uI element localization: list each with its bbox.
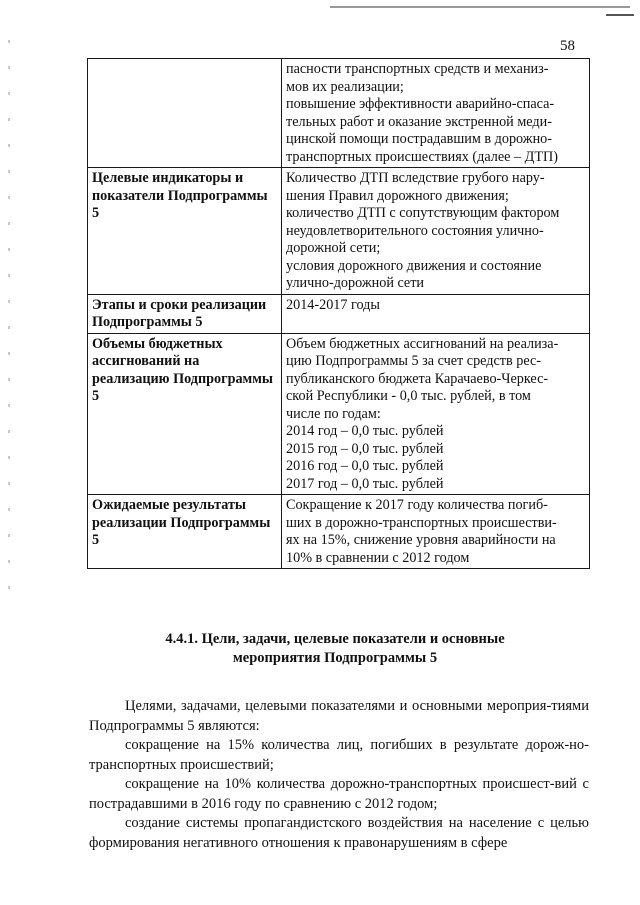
paragraph-item-1: сокращение на 15% количества лиц, погибших в результате дорож-но-транспортных происшествий;	[89, 737, 589, 773]
value-line: неудовлетворительного состояния улично-	[286, 222, 544, 239]
value-line: дорожной сети;	[286, 240, 381, 256]
paragraph-intro: Целями, задачами, целевыми показателями и основными мероприя-тиями Подпрограммы 5 являются:	[89, 698, 589, 734]
value-line: 2017 год – 0,0 тыс. рублей	[286, 475, 444, 492]
value-line: Объем бюджетных ассигнований на реализа-	[286, 335, 559, 352]
value-line: ях на 15%, снижение уровня аварийности на	[286, 532, 556, 548]
value-line: улично-дорожной сети	[286, 275, 425, 291]
table-row	[88, 294, 590, 333]
row-label: Ожидаемые результаты реализации Подпрограммы 5	[88, 495, 282, 569]
value-line: шения Правил дорожного движения;	[286, 187, 509, 204]
value-line: Сокращение к 2017 году количества погиб-	[286, 497, 548, 513]
row-label: Этапы и сроки реализации Подпрограммы 5	[88, 294, 282, 333]
value-line: публиканского бюджета Карачаево-Черкес-	[286, 370, 549, 387]
value-line: цинской помощи пострадавшим в дорожно-	[286, 131, 552, 147]
value-line: 2015 год – 0,0 тыс. рублей	[286, 440, 444, 457]
value-line: 2016 год – 0,0 тыс. рублей	[286, 458, 444, 474]
table-row	[88, 59, 590, 168]
scan-edge-mark	[606, 14, 634, 16]
value-line: 2014-2017 годы	[286, 296, 380, 313]
value-line: Количество ДТП вследствие грубого нару-	[286, 170, 545, 186]
value-line: числе по годам:	[286, 405, 381, 422]
value-line: условия дорожного движения и состояние	[286, 257, 542, 274]
value-line: ской Республики - 0,0 тыс. рублей, в том	[286, 388, 531, 404]
row-label: Объемы бюджетных ассигнований на реализацию Подпрограммы 5	[88, 333, 282, 495]
value-line: ших в дорожно-транспортных происшестви-	[286, 514, 557, 531]
scan-edge-line	[330, 6, 630, 8]
value-line: повышение эффективности аварийно-спаса-	[286, 96, 555, 112]
section-heading-line-2: мероприятия Подпрограммы 5	[232, 650, 438, 666]
row-value	[282, 333, 590, 495]
row-value	[282, 59, 590, 168]
binding-margin-marks	[8, 40, 10, 600]
row-label: Целевые индикаторы и показатели Подпрограммы 5	[88, 168, 282, 295]
body-text	[89, 697, 589, 853]
row-value	[282, 294, 590, 333]
table-row	[88, 168, 590, 295]
value-line: пасности транспортных средств и механиз-	[286, 61, 549, 77]
value-line: транспортных происшествиях (далее – ДТП)	[286, 148, 558, 165]
paragraph-item-3: создание системы пропагандистского воздействия на население с целью формирования негативного отношения к правонарушениям в сфере	[89, 815, 589, 851]
row-value	[282, 495, 590, 569]
section-heading-line-1: 4.4.1. Цели, задачи, целевые показатели и основные	[165, 631, 505, 647]
table-row	[88, 333, 590, 495]
value-line: цию Подпрограммы 5 за счет средств рес-	[286, 353, 542, 369]
value-line: 10% в сравнении с 2012 годом	[286, 549, 470, 566]
paragraph-item-2: сокращение на 10% количества дорожно-транспортных происшест-вий с пострадавшими в 2016 году по сравнению с 2012 годом;	[89, 776, 589, 812]
table-row	[88, 495, 590, 569]
value-line: тельных работ и оказание экстренной меди-	[286, 113, 552, 130]
subprogram-passport-table	[87, 58, 590, 569]
value-line: количество ДТП с сопутствующим фактором	[286, 205, 560, 221]
row-label	[88, 59, 282, 168]
value-line: 2014 год – 0,0 тыс. рублей	[286, 423, 444, 439]
passport-table-body	[88, 59, 590, 569]
value-line: мов их реализации;	[286, 78, 404, 95]
section-heading	[80, 630, 590, 668]
page-number: 58	[560, 38, 575, 54]
row-value	[282, 168, 590, 295]
